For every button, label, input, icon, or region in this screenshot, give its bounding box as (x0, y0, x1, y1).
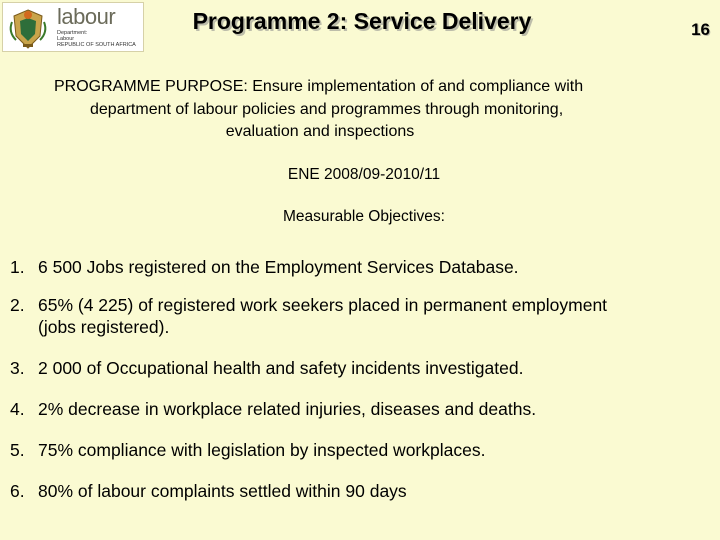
programme-purpose (50, 76, 690, 144)
purpose-label: PROGRAMME PURPOSE (54, 78, 244, 95)
department-of-labour-logo (2, 2, 144, 52)
objectives-list (10, 250, 710, 502)
list-item: 6. 80% of labour complaints settled within 90 days (10, 481, 407, 501)
list-item: 1. 6 500 Jobs registered on the Employment Services Database. (10, 257, 519, 277)
logo-wordmark: labour (57, 4, 116, 29)
purpose-line2: department of labour policies and programmes through monitoring, (90, 100, 564, 118)
logo-department-text: Department: Labour REPUBLIC OF SOUTH AFRICA (57, 30, 136, 49)
slide-title: Programme 2: Service Delivery (192, 8, 532, 34)
list-item: 2. 65% (4 225) of registered work seekers placed in permanent employment (jobs registered). (10, 295, 608, 337)
page-number: 16 (691, 20, 710, 39)
purpose-line3: evaluation and inspections (225, 123, 415, 140)
ene-period: ENE 2008/09-2010/11 (287, 166, 441, 183)
coat-of-arms-icon (6, 6, 50, 50)
objectives-heading: Measurable Objectives: (283, 208, 445, 225)
list-item: 5. 75% compliance with legislation by inspected workplaces. (10, 440, 486, 460)
purpose-line1: : Ensure implementation of and compliance with (243, 78, 584, 95)
list-item: 3. 2 000 of Occupational health and safety incidents investigated. (10, 358, 524, 378)
list-item: 4. 2% decrease in workplace related injuries, diseases and deaths. (10, 399, 537, 419)
